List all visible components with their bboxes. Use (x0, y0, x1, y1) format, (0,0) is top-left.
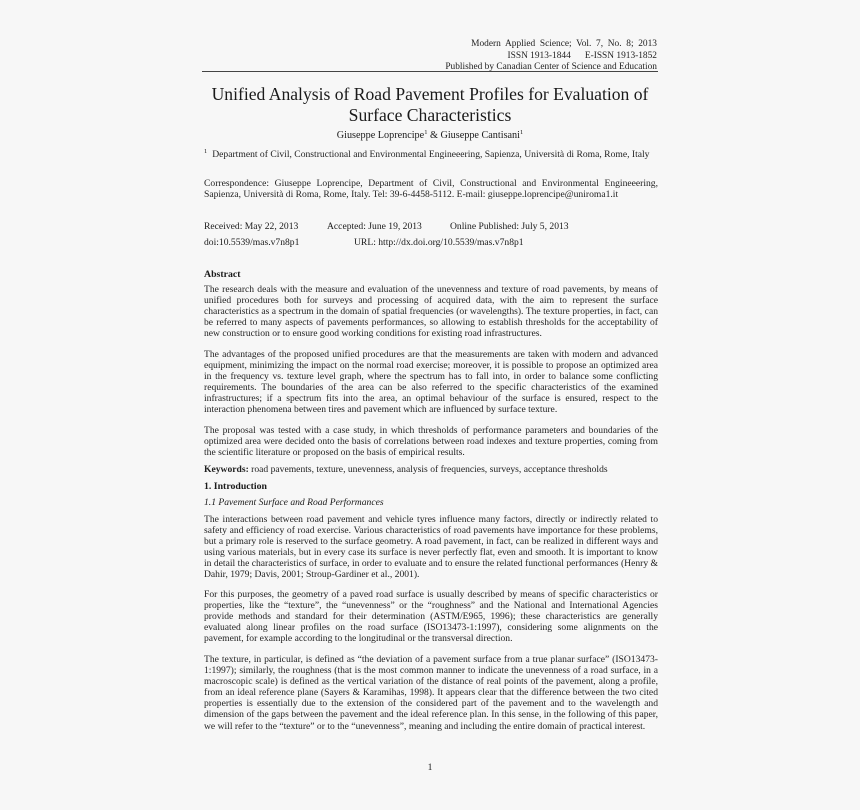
body-paragraph: The interactions between road pavement and vehicle tyres influence many factors, directly or indirectly related to safety and efficiency of road exercise. Various characteristics of road pavements have importance for these problems, but a primary role is reserved to the surface geometry. A road pavement, in fact, can be realized in different ways and using various materials, but in every case its surface is never perfectly flat, even and smooth. It is important to know in detail the characteristics of surface, in order to evaluate and to ensure the related functional performances (Henry & Dahir, 1979; Davis, 2001; Stroup-Gardiner et al., 2001). (204, 514, 658, 581)
journal-citation: Modern Applied Science; Vol. 7, No. 8; 2013 (471, 39, 657, 49)
abstract-paragraph: The proposal was tested with a case study, in which thresholds of performance parameters and boundaries of the optimized area were decided onto the basis of correlations between road indexes and texture properties, coming from the scientific literature or proposed on the basis of empirical results. (204, 425, 658, 459)
doi[interactable]: doi:10.5539/mas.v7n8p1 (204, 237, 300, 248)
affiliation-marker: 1 (424, 129, 428, 136)
url-link[interactable]: URL: http://dx.doi.org/10.5539/mas.v7n8p1 (354, 237, 524, 248)
subsection-heading: 1.1 Pavement Surface and Road Performances (204, 497, 384, 508)
body-paragraph: For this purposes, the geometry of a paved road surface is usually described by means of specific characteristics or properties, like the “texture”, the “unevenness” or the “roughness” and the National and International Agencies provide methods and standard for their determination (ASTM/E965, 1996); these characteristics are generally evaluated along linear profiles on the road surface (ISO13473-1:1997), considering some alignments on the pavement, for example according to the longitudinal or the transversal direction. (204, 589, 658, 645)
keywords-label: Keywords: (204, 464, 249, 475)
affiliation (204, 149, 658, 160)
section-heading: 1. Introduction (204, 481, 267, 492)
author-name: Giuseppe Cantisani (440, 130, 520, 141)
keywords (204, 464, 658, 475)
abstract-paragraph: The advantages of the proposed unified procedures are that the measurements are taken with modern and advanced equipment, minimizing the impact on the normal road exercise; moreover, it is possible to propose an optimized area in the frequency vs. texture level graph, where the spectrum has to fall into, in order to balance some conflicting requirements. The boundaries of the area can be also referred to the specific characteristics of the examined infrastructures; if a spectrum fits into the area, an optimal behaviour of the surface is ensured, respect to the interaction phenomena between tires and pavement which are influenced by surface texture. (204, 349, 658, 416)
keywords-text: road pavements, texture, unevenness, analysis of frequencies, surveys, acceptance thresholds (248, 464, 608, 475)
paper-title: Unified Analysis of Road Pavement Profiles for Evaluation of Surface Characteristics (211, 84, 649, 125)
author-list (190, 130, 670, 142)
identifiers (204, 237, 524, 248)
affiliation-marker: 1 (204, 148, 208, 155)
affiliation-text: Department of Civil, Constructional and Environmental Engineeering, Sapienza, Università di Roma, Rome, Italy (212, 149, 650, 160)
accepted-date: Accepted: June 19, 2013 (327, 221, 422, 232)
header-divider (202, 71, 658, 72)
journal-publisher: Published by Canadian Center of Science and Education (445, 62, 657, 72)
page-number: 1 (427, 762, 433, 773)
journal-header (445, 39, 657, 74)
author-separator: & (427, 130, 441, 141)
journal-issn: ISSN 1913-1844 E-ISSN 1913-1852 (507, 50, 657, 61)
author-name: Giuseppe Loprencipe (336, 130, 425, 141)
body-paragraph: The texture, in particular, is defined as “the deviation of a pavement surface from a true planar surface” (ISO13473-1:1997); similarly, the roughness (that is the most common manner to indicate the unevenness of a road surface, in a macroscopic scale) is defined as the vertical variation of the distance of real points of the pavement, along a profile, from an ideal reference plane (Sayers & Karamihas, 1998). It appears clear that the difference between the two cited properties is essentially due to the extension of the considered part of the pavement and to the wavelength and dimension of the gaps between the pavement and the ideal reference plan. In this sense, in the following of this paper, we will refer to the “texture” or to the “unevenness”, meaning and including the entire domain of practical interest. (204, 654, 658, 732)
abstract-paragraph: The research deals with the measure and evaluation of the unevenness and texture of road pavements, by means of unified procedures both for surveys and processing of acquired data, with the aim to represent the surface characteristics as a spectrum in the domain of spatial frequencies (or wavelengths). The texture properties, in fact, can be referred to many aspects of pavements performances, so allowing to establish thresholds for the acceptability of new construction or to ensure good working conditions for existing road infrastructures. (204, 284, 658, 340)
affiliation-marker: 1 (519, 129, 524, 136)
publication-dates (204, 221, 569, 232)
published-date: Online Published: July 5, 2013 (450, 221, 569, 232)
abstract-heading: Abstract (204, 269, 241, 280)
correspondence: Correspondence: Giuseppe Loprencipe, Department of Civil, Constructional and Environmental Engineeering, Sapienza, Università di Roma, Rome, Italy. Tel: 39-6-4458-5112. E-mail: giuseppe.loprencipe@uniroma1.it (204, 178, 658, 201)
received-date: Received: May 22, 2013 (204, 221, 299, 232)
